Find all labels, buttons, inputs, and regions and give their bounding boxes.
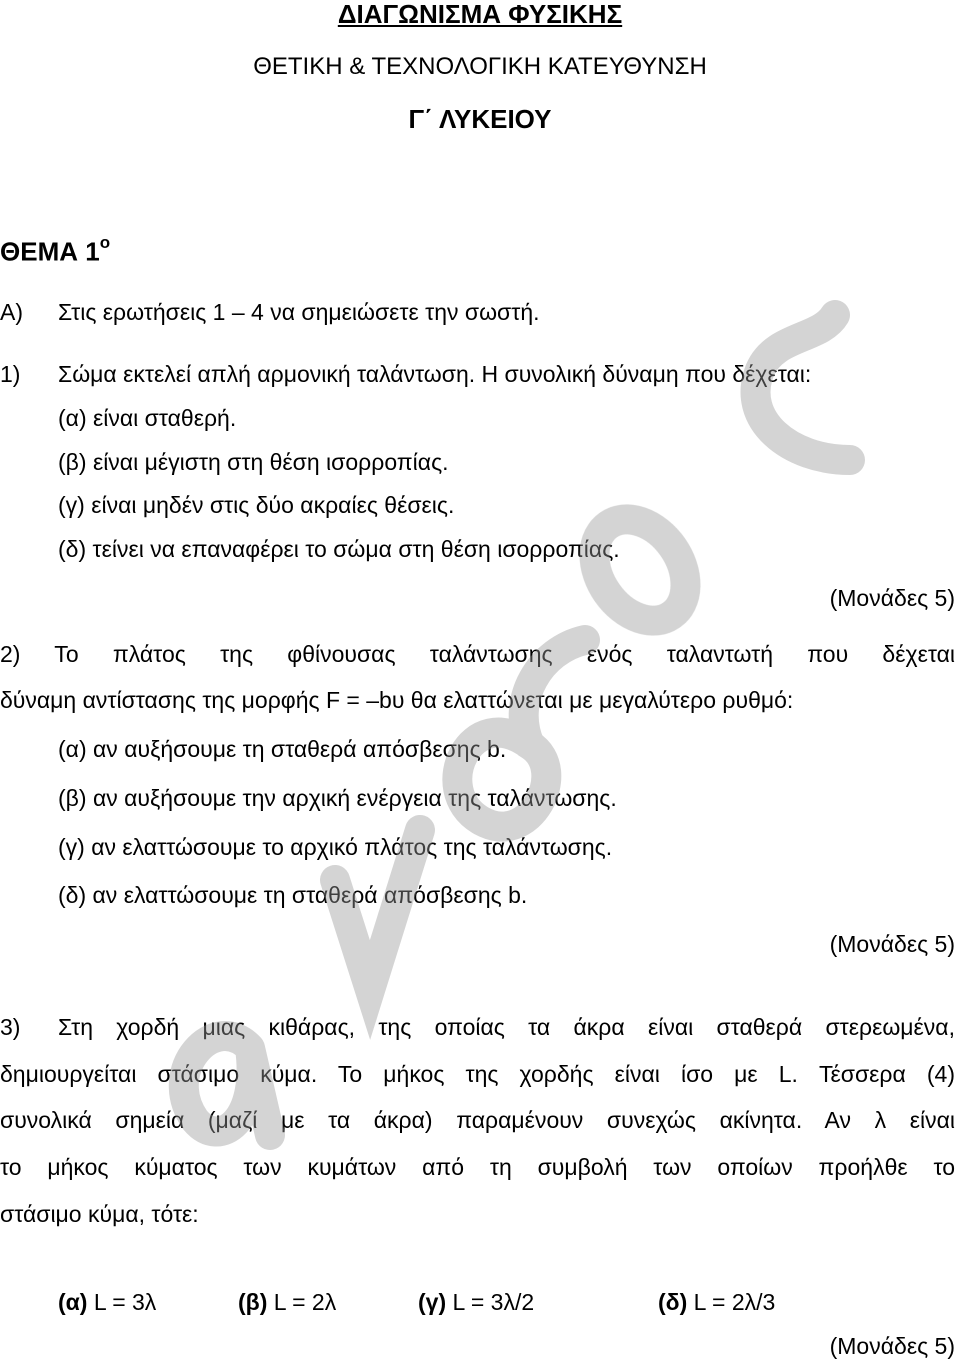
question-2-line-2: δύναμη αντίστασης της μορφής F = –bυ θα ελαττώνεται με μεγαλύτερο ρυθμό: (0, 687, 794, 713)
question-3-line-5: στάσιμο κύμα, τότε: (0, 1201, 199, 1227)
question-2-line-1 (0, 640, 955, 668)
question-1-option-d: (δ) τείνει να επαναφέρει το σώμα στη θέση ισορροπίας. (58, 536, 620, 562)
question-3-choice-b (238, 1288, 336, 1316)
question-1-text: Σώμα εκτελεί απλή αρμονική ταλάντωση. Η συνολική δύναμη που δέχεται: (58, 361, 812, 387)
choice-d-value: L = 2λ/3 (693, 1289, 776, 1315)
question-1-number: 1) (0, 361, 21, 387)
theme-label: ΘΕΜΑ 1 (0, 236, 100, 267)
question-1-points: (Μονάδες 5) (829, 585, 955, 611)
section-a-text: Στις ερωτήσεις 1 – 4 να σημειώσετε την σωστή. (58, 299, 540, 325)
question-2-points: (Μονάδες 5) (829, 931, 955, 957)
question-3-line-1 (0, 1013, 955, 1041)
question-1 (0, 360, 960, 388)
question-1-option-b: (β) είναι μέγιστη στη θέση ισορροπίας. (58, 449, 449, 475)
exam-subtitle: ΘΕΤΙΚΗ & ΤΕΧΝΟΛΟΓΙΚΗ ΚΑΤΕΥΘΥΝΣΗ (253, 53, 707, 80)
watermark-letter-omicron (576, 502, 705, 638)
choice-a-value: L = 3λ (93, 1289, 157, 1315)
question-2-text-1: Το πλάτος της φθίνουσας ταλάντωσης ενός ταλαντωτή που δέχεται (54, 641, 955, 667)
question-2-option-a: (α) αν αυξήσουμε τη σταθερά απόσβεσης b. (58, 736, 507, 762)
section-a-marker: Α) (0, 299, 23, 325)
exam-grade: Γ΄ ΛΥΚΕΙΟΥ (408, 104, 552, 134)
theme-heading (0, 232, 960, 266)
choice-c-label: (γ) (418, 1289, 447, 1315)
exam-title: ΔΙΑΓΩΝΙΣΜΑ ΦΥΣΙΚΗΣ (337, 0, 623, 29)
choice-b-label: (β) (238, 1289, 268, 1315)
question-3-line-2: δημιουργείται στάσιμο κύμα. Το μήκος της χορδής είναι ίσο με L. Τέσσερα (4) (0, 1061, 955, 1087)
question-3-choice-c (418, 1288, 534, 1316)
theme-superscript: ο (99, 233, 111, 252)
question-3-choice-d (658, 1288, 775, 1316)
choice-b-value: L = 2λ (273, 1289, 337, 1315)
question-2-option-b: (β) αν αυξήσουμε την αρχική ενέργεια της ταλάντωσης. (58, 785, 617, 811)
choice-a-label: (α) (58, 1289, 88, 1315)
question-1-option-c: (γ) είναι μηδέν στις δύο ακραίες θέσεις. (58, 492, 455, 518)
question-3-line-4: το μήκος κύματος των κυμάτων από τη συμβολή των οποίων προήλθε το (0, 1154, 955, 1180)
question-2-number: 2) (0, 641, 21, 667)
question-2-option-d: (δ) αν ελαττώσουμε τη σταθερά απόσβεσης b. (58, 882, 528, 908)
section-a-instruction (0, 298, 960, 326)
question-3-choice-a (58, 1288, 156, 1316)
question-1-option-a: (α) είναι σταθερή. (58, 405, 237, 431)
question-3-text-1: Στη χορδή μιας κιθάρας, της οποίας τα άκρα είναι σταθερά στερεωμένα, (58, 1014, 955, 1040)
question-3-line-3: συνολικά σημεία (μαζί με τα άκρα) παραμένουν συνεχώς ακίνητα. Αν λ είναι (0, 1107, 955, 1133)
question-3-number: 3) (0, 1014, 21, 1040)
choice-c-value: L = 3λ/2 (452, 1289, 535, 1315)
choice-d-label: (δ) (658, 1289, 688, 1315)
question-3-points: (Μονάδες 5) (829, 1333, 955, 1359)
question-2-option-c: (γ) αν ελαττώσουμε το αρχικό πλάτος της ταλάντωσης. (58, 834, 613, 860)
